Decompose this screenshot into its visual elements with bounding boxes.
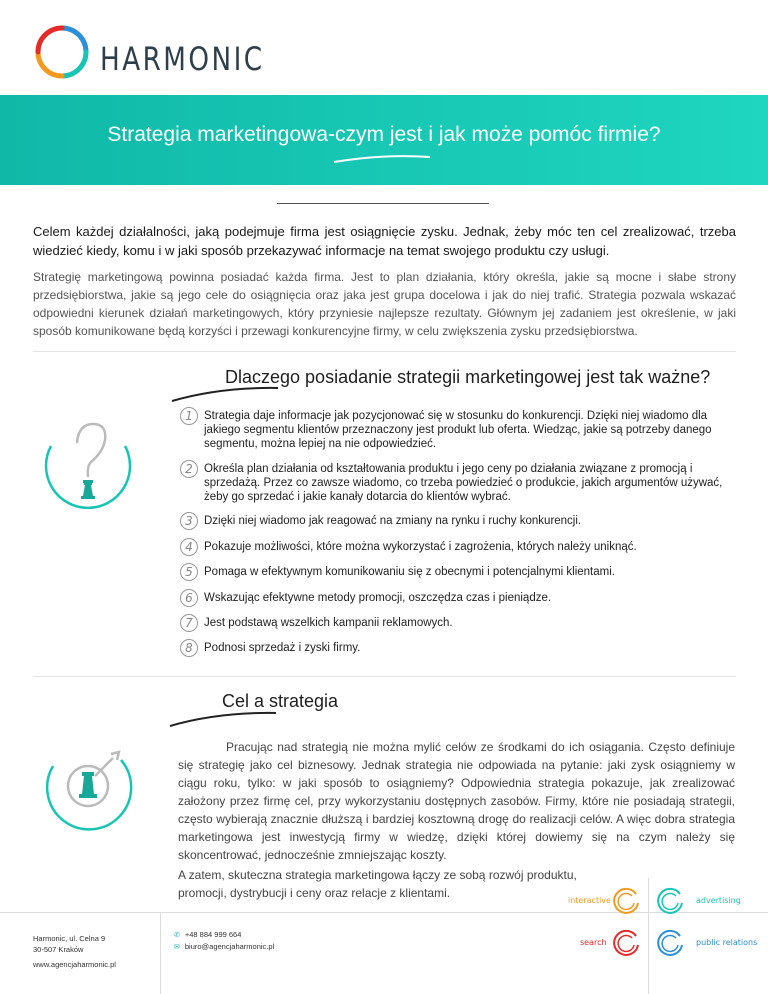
item-number: 2 xyxy=(180,460,198,478)
item-text: Pokazuje możliwości, które można wykorzystać i zagrożenia, których należy uniknąć. xyxy=(204,541,637,553)
blue-ring-icon xyxy=(656,928,686,958)
footer-website-link[interactable]: www.agencjaharmonic.pl xyxy=(33,960,116,969)
brand-name: HARMONIC xyxy=(100,40,265,78)
footer-address xyxy=(33,933,105,955)
goal-paragraph-text: Pracując nad strategią nie można mylić celów ze środkami do ich osiągania. Często definiuje się strategię jako cel biznesowy. Jednak strategia nie odpowiada na pytanie: jaki zysk osiągniemy w ciągu roku, tylko: w jaki sposób to osiągniemy? Odpowiednia strategia pokazuje, jak zrealizować założony przez firmę cel, przy wykorzystaniu dostępnych zasobów. Firmy, które nie posiadają strategii, często wybierają znacznie dłuższą i bardziej kosztowną drogę do realizacji celów. A więc dobra strategia marketingowa jest inwestycją firmy w wiedzę, dzięki której dowiemy się na czym należy się skoncentrować, jednocześnie zmniejszając koszty. xyxy=(178,740,735,862)
item-text: Podnosi sprzedaż i zyski firmy. xyxy=(204,642,361,654)
title-banner xyxy=(0,95,768,185)
item-number: 3 xyxy=(180,512,198,530)
section-divider xyxy=(33,676,736,677)
item-number: 4 xyxy=(180,538,198,556)
strategy-paragraph: Strategię marketingową powinna posiadać każda firma. Jest to plan działania, który określa, jakie są mocne i słabe strony przedsiębiorstwa, jakie są jego cele do osiągnięcia oraz jaka jest grupa docelowa i jak do niej trafić. Strategia pozwala wskazać odpowiedni kierunek działań marketingowych, który przyniesie najlepsze rezultaty. Głównym jej zadaniem jest określenie, w jaki sposób komunikowane będą korzyści i przewagi konkurencyjne firmy, w celu zwiększenia zysku przedsiębiorstwa. xyxy=(33,270,736,338)
service-advertising: advertising xyxy=(696,896,741,905)
item-text: Określa plan działania od kształtowania produktu i jego ceny po działania związane z promocją i sprzedażą. Przez co zawsze wiadomo, co trzeba powiedzieć o produkcie, jakich argumentów używać, żeby go sprzedać i jakie kanały dotarcia do klientów wybrać. xyxy=(204,463,723,503)
item-number: 5 xyxy=(180,563,198,581)
item-text: Wskazując efektywne metody promocji, oszczędza czas i pieniądze. xyxy=(204,592,552,604)
goal-paragraph xyxy=(178,738,735,864)
address-line: 30-507 Kraków xyxy=(33,945,84,954)
footer-divider xyxy=(0,912,768,913)
service-interactive: interactive xyxy=(568,896,611,905)
section-title-why: Dlaczego posiadanie strategii marketingowej jest tak ważne? xyxy=(225,367,711,387)
orange-ring-icon xyxy=(612,886,642,916)
teal-ring-icon xyxy=(656,886,686,916)
item-number: 1 xyxy=(180,407,198,425)
footer-divider xyxy=(160,912,161,994)
question-mark-icon xyxy=(33,410,143,520)
section-title-goal: Cel a strategia xyxy=(222,691,339,711)
mail-icon: ✉ xyxy=(174,944,180,951)
harmonic-logo-icon xyxy=(32,22,92,82)
red-ring-icon xyxy=(612,928,642,958)
footer-divider xyxy=(648,878,649,994)
item-text: Pomaga w efektywnym komunikowaniu się z obecnymi i potencjalnymi klientami. xyxy=(204,566,615,578)
item-text: Strategia daje informacje jak pozycjonować się w stosunku do konkurencji. Dzięki niej wiadomo dla jakiego segmentu klientów przeznaczony jest produkt lub oferta. Wiedząc, jakie są potrzeby danego segmentu, można lepiej na nie odpowiedzieć. xyxy=(204,410,712,450)
service-public-relations: public relations xyxy=(696,938,758,947)
section-divider xyxy=(33,351,736,352)
item-text: Jest podstawą wszelkich kampanii reklamowych. xyxy=(204,617,453,629)
page-title: Strategia marketingowa-czym jest i jak może pomóc firmie? xyxy=(107,123,661,146)
item-number: 7 xyxy=(180,614,198,632)
section-swoosh-icon xyxy=(170,385,280,403)
phone-icon: ✆ xyxy=(174,932,180,939)
intro-paragraph: Celem każdej działalności, jaką podejmuje firma jest osiągnięcie zysku. Jednak, żeby móc ten cel zrealizować, trzeba wiedzieć kiedy, komu i w jaki sposób przekazywać informacje na temat swojego produktu czy usługi. xyxy=(33,224,736,258)
closing-paragraph: A zatem, skuteczna strategia marketingowa łączy ze sobą rozwój produktu, promocji, dystrybucji i ceny oraz relacje z klientami. xyxy=(178,868,577,900)
item-number: 8 xyxy=(180,639,198,657)
section-swoosh-icon xyxy=(168,710,278,728)
item-number: 6 xyxy=(180,589,198,607)
title-swoosh-icon xyxy=(332,155,432,163)
service-search: search xyxy=(580,938,607,947)
phone-link[interactable]: +48 884 999 664 xyxy=(184,930,242,939)
target-icon xyxy=(33,728,143,838)
address-line: Harmonic, ul. Celna 9 xyxy=(33,934,106,943)
email-link[interactable]: biuro@agencjaharmonic.pl xyxy=(184,942,275,951)
header xyxy=(0,0,768,95)
footer-contact xyxy=(174,929,274,953)
separator xyxy=(277,203,489,204)
item-text: Dzięki niej wiadomo jak reagować na zmiany na rynku i ruchy konkurencji. xyxy=(204,515,582,527)
